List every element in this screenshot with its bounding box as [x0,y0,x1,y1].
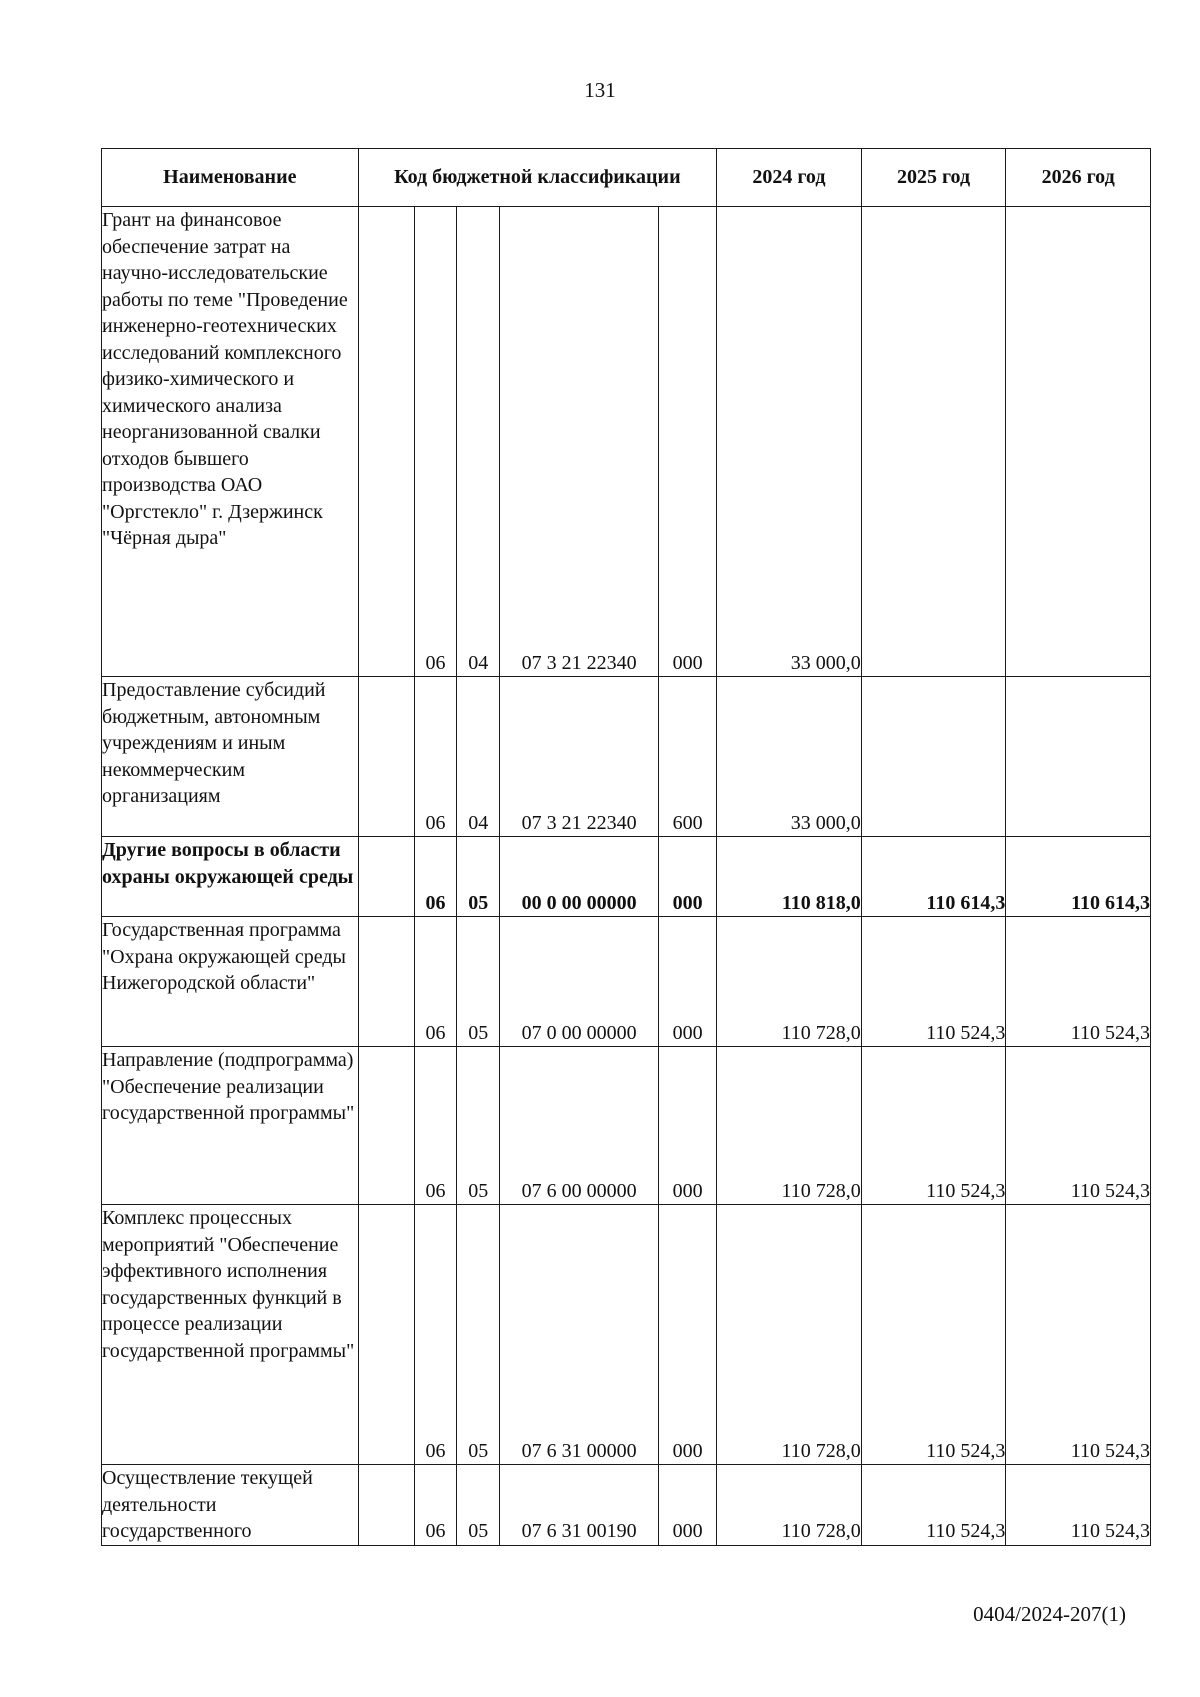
row-blank [358,677,414,837]
header-code: Код бюджетной классификации [358,149,716,207]
row-amount-2026: 110 524,3 [1006,1465,1151,1546]
row-subsection: 05 [457,1205,500,1465]
row-amount-2026 [1006,207,1151,677]
table-row [102,1047,1151,1205]
table-row [102,677,1151,837]
row-amount-2025: 110 524,3 [861,1205,1006,1465]
row-target-article: 07 0 00 00000 [500,917,659,1047]
row-amount-2025: 110 614,3 [861,837,1006,917]
row-section: 06 [414,837,457,917]
row-amount-2024: 110 728,0 [717,917,862,1047]
row-blank [358,1205,414,1465]
row-expense-type: 000 [659,917,717,1047]
row-name: Другие вопросы в области охраны окружающей среды [102,837,359,917]
row-expense-type: 000 [659,1205,717,1465]
table-row [102,1465,1151,1546]
header-2026: 2026 год [1006,149,1151,207]
row-section: 06 [414,1465,457,1546]
row-name: Грант на финансовое обеспечение затрат на научно-исследовательские работы по теме "Проведение инженерно-геотехнических исследований комплексного физико-химического и химического анализа неорганизованной свалки отходов бывшего производства ОАО "Оргстекло" г. Дзержинск "Чёрная дыра" [102,207,359,677]
page-number: 131 [584,78,616,102]
row-section: 06 [414,1205,457,1465]
row-amount-2026: 110 614,3 [1006,837,1151,917]
row-amount-2024: 33 000,0 [717,207,862,677]
row-amount-2025 [861,207,1006,677]
table-header-row [102,149,1151,207]
table-row [102,837,1151,917]
row-amount-2026 [1006,677,1151,837]
row-amount-2024: 110 728,0 [717,1465,862,1546]
row-amount-2026: 110 524,3 [1006,1047,1151,1205]
row-expense-type: 000 [659,1047,717,1205]
budget-table [101,148,1151,1546]
row-target-article: 07 3 21 22340 [500,677,659,837]
row-section: 06 [414,917,457,1047]
row-subsection: 04 [457,677,500,837]
row-amount-2025 [861,677,1006,837]
row-expense-type: 000 [659,1465,717,1546]
row-amount-2025: 110 524,3 [861,917,1006,1047]
row-expense-type: 000 [659,837,717,917]
row-expense-type: 000 [659,207,717,677]
row-blank [358,1047,414,1205]
row-amount-2024: 110 728,0 [717,1205,862,1465]
row-name: Осуществление текущей деятельности государственного [102,1465,359,1546]
row-amount-2026: 110 524,3 [1006,917,1151,1047]
row-target-article: 00 0 00 00000 [500,837,659,917]
row-blank [358,917,414,1047]
table-row [102,1205,1151,1465]
row-blank [358,1465,414,1546]
header-2024: 2024 год [717,149,862,207]
row-blank [358,207,414,677]
row-name: Предоставление субсидий бюджетным, автономным учреждениям и иным некоммерческим организациям [102,677,359,837]
row-target-article: 07 6 00 00000 [500,1047,659,1205]
row-expense-type: 600 [659,677,717,837]
table-body [102,207,1151,1546]
row-subsection: 04 [457,207,500,677]
row-subsection: 05 [457,837,500,917]
row-target-article: 07 3 21 22340 [500,207,659,677]
row-target-article: 07 6 31 00000 [500,1205,659,1465]
row-subsection: 05 [457,1465,500,1546]
row-amount-2024: 110 728,0 [717,1047,862,1205]
row-amount-2026: 110 524,3 [1006,1205,1151,1465]
row-amount-2025: 110 524,3 [861,1465,1006,1546]
row-amount-2024: 33 000,0 [717,677,862,837]
row-target-article: 07 6 31 00190 [500,1465,659,1546]
row-subsection: 05 [457,917,500,1047]
row-name: Государственная программа "Охрана окружающей среды Нижегородской области" [102,917,359,1047]
row-subsection: 05 [457,1047,500,1205]
row-name: Комплекс процессных мероприятий "Обеспечение эффективного исполнения государственных функций в процессе реализации государственной программы" [102,1205,359,1465]
table-row [102,917,1151,1047]
header-name: Наименование [102,149,359,207]
row-blank [358,837,414,917]
row-amount-2024: 110 818,0 [717,837,862,917]
row-section: 06 [414,1047,457,1205]
row-amount-2025: 110 524,3 [861,1047,1006,1205]
row-section: 06 [414,207,457,677]
document-number: 0404/2024-207(1) [973,1602,1126,1626]
row-section: 06 [414,677,457,837]
table-row [102,207,1151,677]
header-2025: 2025 год [861,149,1006,207]
row-name: Направление (подпрограмма) "Обеспечение реализации государственной программы" [102,1047,359,1205]
